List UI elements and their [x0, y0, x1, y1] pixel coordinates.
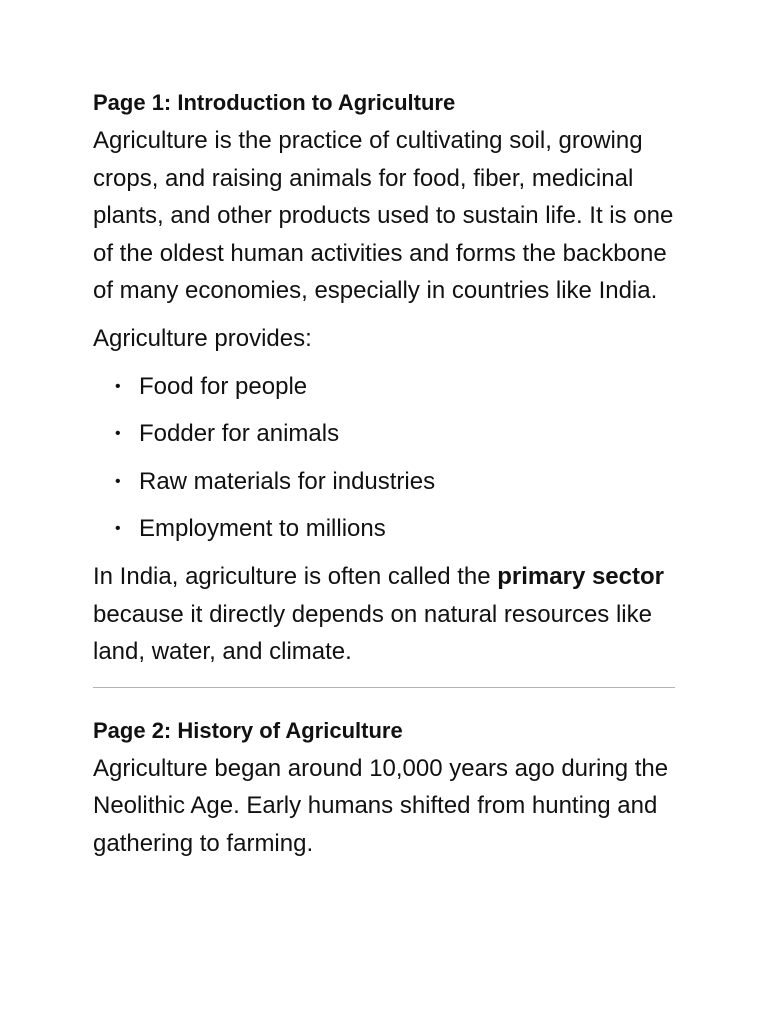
closing-text-start: In India, agriculture is often called the — [93, 562, 498, 590]
list-item — [93, 415, 674, 453]
section-introduction — [93, 88, 674, 671]
section-history — [93, 716, 674, 863]
section-heading: Page 1: Introduction to Agriculture — [93, 90, 456, 115]
bullet-icon: • — [115, 377, 121, 395]
list-item-text: Food for people — [139, 372, 308, 400]
list-item-text: Employment to millions — [139, 515, 386, 543]
closing-text-end: because it directly depends on natural resources like land, water, and climate. — [93, 600, 652, 666]
history-paragraph: Agriculture began around 10,000 years ago during the Neolithic Age. Early humans shifted from hunting and gathering to farming. — [93, 754, 669, 857]
section-heading: Page 2: History of Agriculture — [93, 717, 403, 743]
closing-text-bold: primary sector — [497, 562, 664, 590]
bullet-icon: • — [115, 520, 121, 538]
list-item-text: Raw materials for industries — [139, 467, 436, 495]
intro-paragraph: Agriculture is the practice of cultivating soil, growing crops, and raising animals for food, fiber, medicinal plants, and other products used to sustain life. It is one of the oldest human activities and forms the backbone of many economies, especially in countries like India. — [93, 127, 674, 305]
page-divider — [93, 687, 675, 688]
list-item — [93, 463, 674, 501]
closing-paragraph — [93, 558, 674, 671]
bullet-icon: • — [115, 472, 121, 490]
bullet-icon: • — [115, 425, 121, 443]
provides-label: Agriculture provides: — [93, 324, 312, 352]
list-item — [93, 510, 674, 548]
list-item — [93, 368, 674, 406]
list-item-text: Fodder for animals — [139, 420, 340, 448]
provides-list — [93, 368, 674, 548]
